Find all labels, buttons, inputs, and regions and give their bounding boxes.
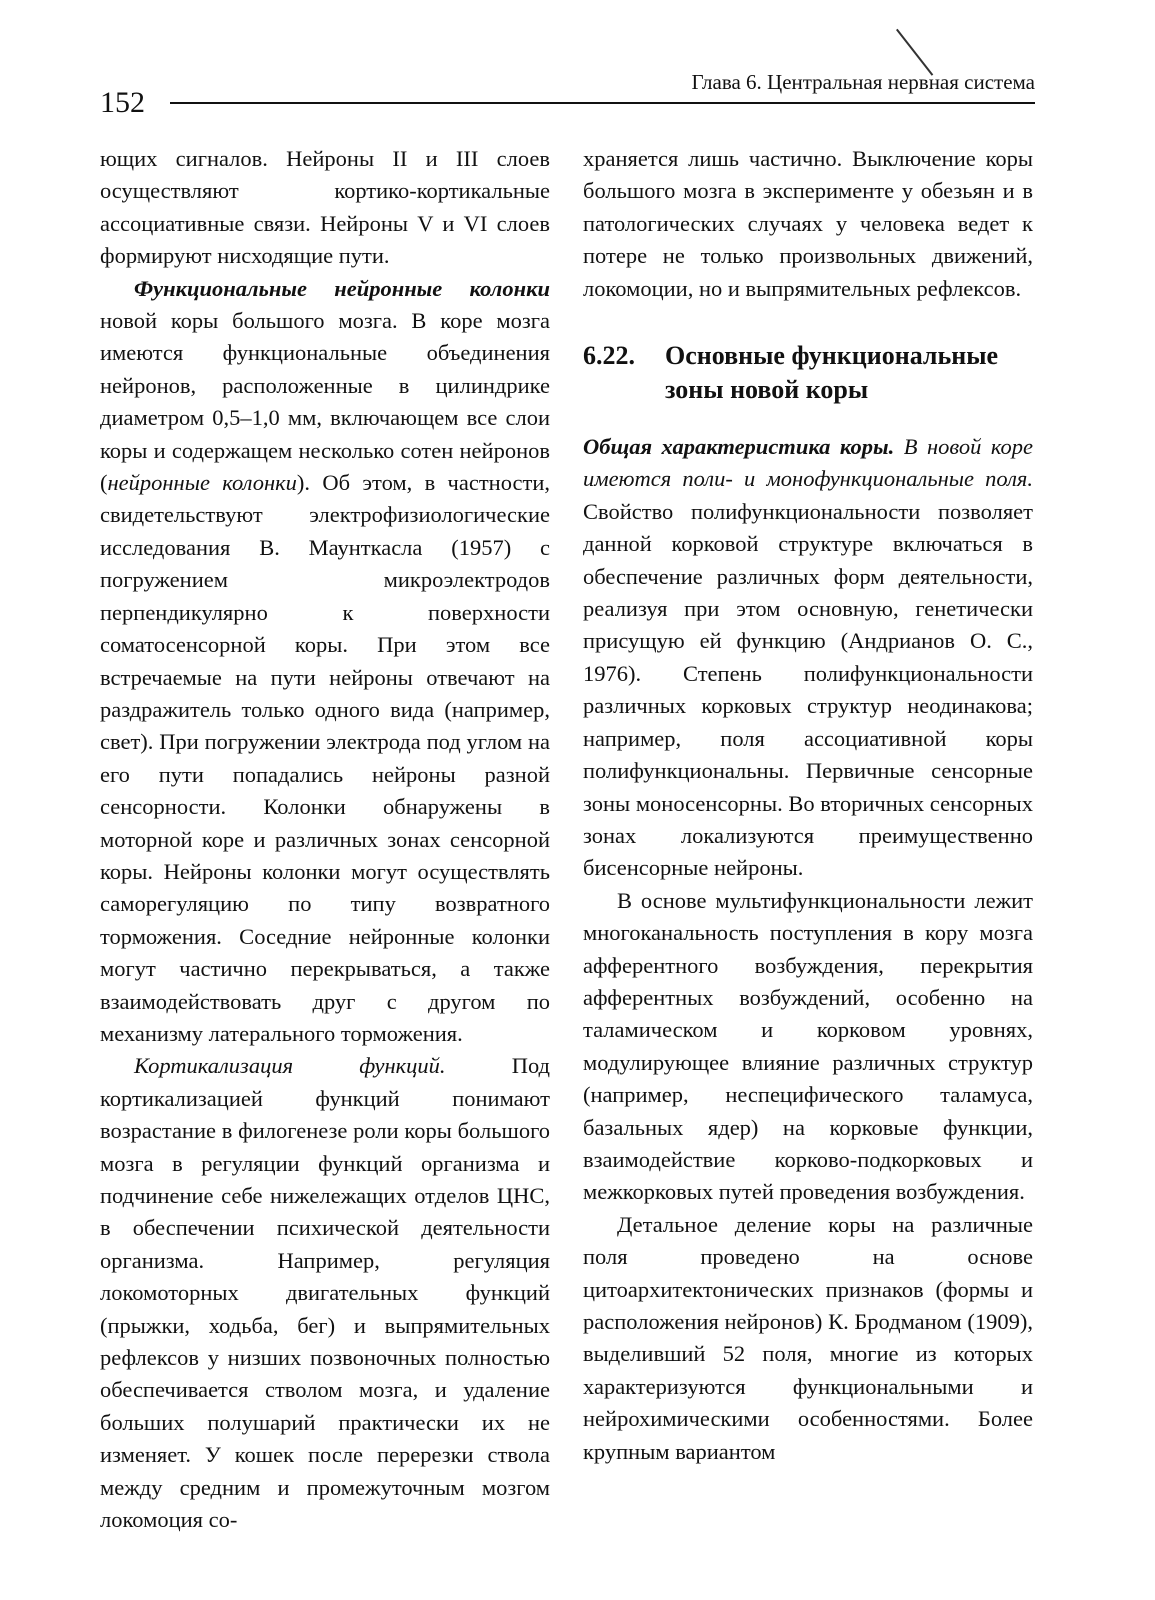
paragraph-text: ). Об этом, в частности, свидетельствуют электрофизиологические исследования В. Маунткасла (1957) с погружением микроэлектродов перпендикулярно к поверхности соматосенсорной коры. При этом все встречаемые на пути нейроны отвечают на раздражитель только одного вида (например, свет). При погружении электрода под углом на его пути попадались нейроны разной сенсорности. Колонки обнаружены в моторной коре и различных зонах сенсорной коры. Нейроны колонки могут осуществлять саморегуляцию по типу возвратного торможения. Соседние нейронные колонки могут частично перекрываться, а также взаимодействовать друг с другом по механизму латерального торможения. — [100, 470, 550, 1046]
left-column — [100, 143, 550, 1536]
header-rule — [170, 102, 1035, 104]
paragraph: Детальное деление коры на различные поля проведено на основе цитоархитектонических признаков (формы и расположения нейронов) К. Бродманом (1909), выделивший 52 поля, многие из которых характеризуются функциональными и нейрохимическими особенностями. Более крупным вариантом — [583, 1211, 1033, 1464]
right-column — [583, 143, 1033, 1468]
page-header — [100, 60, 1035, 119]
paragraph-text: Под кортикализацией функций понимают возрастание в филогенезе роли коры большого мозга в регуляции функций организма и подчинение себе нижележащих отделов ЦНС, в обеспечении психической деятельности организма. Например, регуляция локомоторных двигательных функций (прыжки, ходьба, бег) и выпрямительных рефлексов у низших позвоночных полностью обеспечивается стволом мозга, и удаление больших полушарий практически их не изменяет. У кошек после перерезки ствола между средним и промежуточным мозгом локомоция со- — [100, 1053, 550, 1533]
paragraph: ющих сигналов. Нейроны II и III слоев осуществляют кортико-кортикальные ассоциативные связи. Нейроны V и VI слоев формируют нисходящие пути. — [100, 146, 550, 269]
run-in-heading: Общая характеристика коры. — [583, 434, 895, 460]
italic-term: нейронные колонки — [107, 470, 297, 496]
run-in-heading: Кортикализация функций. — [134, 1053, 446, 1079]
italic-statement: В новой коре имеются поли- и монофункциональные поля. — [583, 434, 1033, 492]
paragraph: В основе мультифункциональности лежит многоканальность поступления в кору мозга афферентного возбуждения, перекрытия афферентных возбуждений, особенно на таламическом и корковом уровнях, модулирующее влияние различных структур (например, неспецифического таламуса, базальных ядер) на корковые функции, взаимодействие корково-подкорковых и межкорковых путей проведения возбуждения. — [583, 887, 1033, 1205]
run-in-heading: Функциональные нейронные колонки — [134, 275, 550, 301]
section-title: Основные функциональные зоны новой коры — [665, 341, 999, 405]
section-number: 6.22. — [583, 341, 635, 371]
paragraph: храняется лишь частично. Выключение коры большого мозга в эксперименте у обезьян и в патологических случаях у человека ведет к потере не только произвольных движений, локомоции, но и выпрямительных рефлексов. — [583, 146, 1033, 301]
page-number: 152 — [100, 86, 145, 119]
section-heading — [583, 339, 1033, 407]
paragraph — [583, 431, 1033, 885]
running-chapter-title: Глава 6. Центральная нервная система — [691, 70, 1035, 94]
paragraph-text: новой коры большого мозга. В коре мозга имеются функциональные объединения нейронов, расположенные в цилиндрике диаметром 0,5–1,0 мм, включающем все слои коры и содержащем несколько сотен нейронов ( — [100, 308, 550, 496]
paragraph — [100, 273, 550, 1051]
paragraph-text: Свойство полифункциональности позволяет данной корковой структуре включаться в обеспечение различных форм деятельности, реализуя при этом основную, генетически присущую ей функцию (Андрианов О. С., 1976). Степень полифункциональности различных корковых структур неодинакова; например, поля ассоциативной коры полифункциональны. Первичные сенсорные зоны моносенсорны. Во вторичных сенсорных зонах локализуются преимущественно бисенсорные нейроны. — [583, 498, 1033, 881]
paragraph — [100, 1050, 550, 1536]
